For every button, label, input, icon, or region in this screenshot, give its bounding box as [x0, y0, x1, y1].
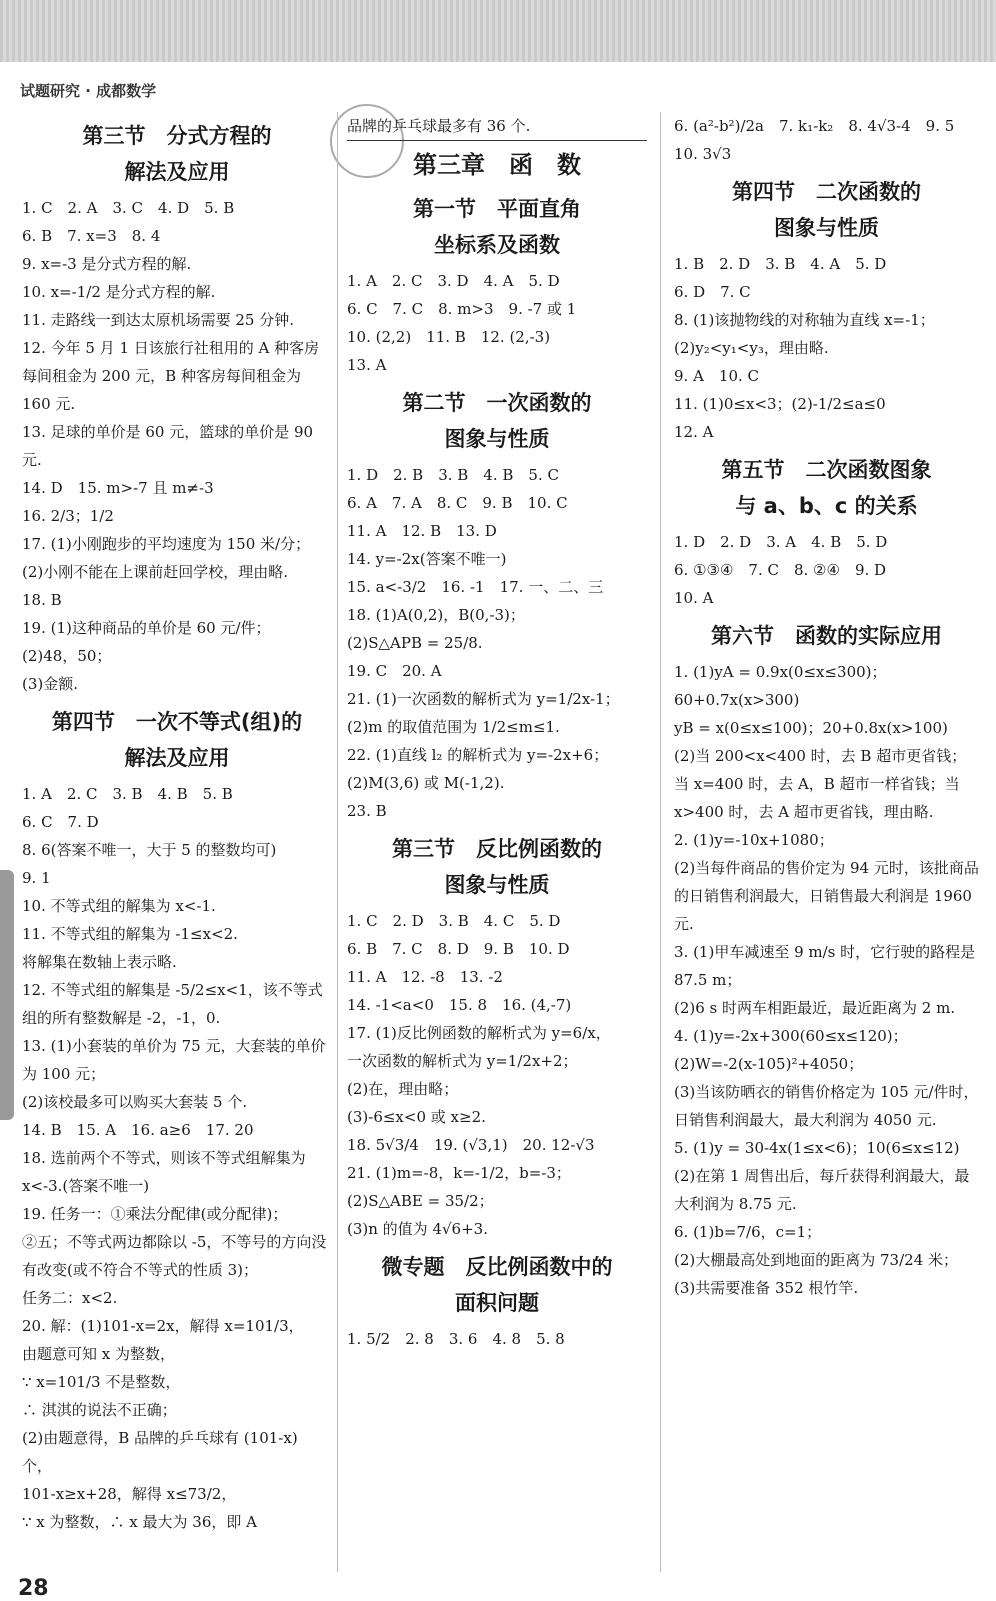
page-header: 试题研究 · 成都数学 [20, 82, 157, 100]
answer-row: 8. 6(答案不唯一，大于 5 的整数均可) [22, 841, 277, 859]
section-title-line: 图象与性质 [774, 216, 879, 240]
answer-row: (2)当每件商品的售价定为 94 元时，该批商品的日销售利润最大，日销售最大利润是 1960 元. [674, 859, 979, 933]
section-title [674, 618, 979, 654]
answer-row: 6. D 7. C [674, 283, 751, 301]
answer-row: 19. 任务一：①乘法分配律(或分配律)； [22, 1205, 288, 1223]
answer-row: 14. B 15. A 16. a≥6 17. 20 [22, 1121, 254, 1139]
answer-row: 1. C 2. A 3. C 4. D 5. B [22, 199, 235, 217]
answer-row: 17. (1)小刚跑步的平均速度为 150 米/分； [22, 535, 311, 553]
answer-row: 一次函数的解析式为 y=1/2x+2； [347, 1052, 578, 1070]
section-title-line: 坐标系及函数 [434, 233, 560, 257]
answer-row: 10. x=-1/2 是分式方程的解. [22, 283, 216, 301]
section-title-line: 解法及应用 [124, 160, 230, 184]
answer-row: (2)S△APB = 25/8. [347, 634, 483, 652]
answer-row: (3)金额. [22, 675, 79, 693]
answer-row: 19. C 20. A [347, 662, 442, 680]
answer-row: 10. 不等式组的解集为 x<-1. [22, 897, 216, 915]
answer-row: (2)小刚不能在上课前赶回学校，理由略. [22, 563, 289, 581]
answer-row: (2)y₂<y₁<y₃，理由略. [674, 339, 829, 357]
section-title [347, 1249, 647, 1321]
answer-row: 6. ①③④ 7. C 8. ②④ 9. D [674, 561, 887, 579]
section-title-line: 第三节 反比例函数的 [392, 837, 602, 861]
answer-row: (2)在，理由略； [347, 1080, 459, 1098]
answer-row: 14. D 15. m>-7 且 m≠-3 [22, 479, 214, 497]
answer-row: 1. 5/2 2. 8 3. 6 4. 8 5. 8 [347, 1330, 565, 1348]
answer-row: 6. A 7. A 8. C 9. B 10. C [347, 494, 568, 512]
answer-row: 10. 3√3 [674, 145, 732, 163]
answer-row: 9. x=-3 是分式方程的解. [22, 255, 192, 273]
answer-row: 4. (1)y=-2x+300(60≤x≤120)； [674, 1027, 908, 1045]
column-3 [674, 112, 979, 1302]
section-title-line: 第五节 二次函数图象 [721, 458, 932, 482]
section-title-line: 第三节 分式方程的 [82, 124, 272, 148]
answer-row: 1. D 2. D 3. A 4. B 5. D [674, 533, 888, 551]
answer-row: 1. C 2. D 3. B 4. C 5. D [347, 912, 561, 930]
section-title [22, 704, 332, 776]
section-title-line: 第二节 一次函数的 [402, 391, 592, 415]
answer-row: 16. 2/3；1/2 [22, 507, 114, 525]
answer-row: 6. (a²-b²)/2a 7. k₁-k₂ 8. 4√3-4 9. 5 [674, 117, 955, 135]
answer-row: 17. (1)反比例函数的解析式为 y=6/x， [347, 1024, 611, 1042]
answer-row: 12. A [674, 423, 714, 441]
answer-row: 11. 不等式组的解集为 -1≤x<2. [22, 925, 238, 943]
section-title [347, 831, 647, 903]
column-divider [660, 112, 661, 1572]
answer-row: 11. 走路线一到达太原机场需要 25 分钟. [22, 311, 295, 329]
answer-row: 18. (1)A(0,2)，B(0,-3)； [347, 606, 525, 624]
answer-row: (2)48，50； [22, 647, 112, 665]
answer-row: 6. B 7. C 8. D 9. B 10. D [347, 940, 570, 958]
answer-row: 任务二：x<2. [22, 1289, 118, 1307]
answer-row: 1. A 2. C 3. B 4. B 5. B [22, 785, 233, 803]
scan-top-band [0, 0, 996, 62]
section-title [674, 452, 979, 524]
answer-row: 13. 足球的单价是 60 元，篮球的单价是 90 元. [22, 423, 314, 469]
answer-row: (2)W=-2(x-105)²+4050； [674, 1055, 864, 1073]
answer-row: ∵ x 为整数，∴ x 最大为 36，即 A [22, 1513, 257, 1531]
answer-row: (2)m 的取值范围为 1/2≤m≤1. [347, 718, 560, 736]
answer-row: 9. A 10. C [674, 367, 760, 385]
answer-row: 10. (2,2) 11. B 12. (2,-3) [347, 328, 551, 346]
answer-row: 3. (1)甲车减速至 9 m/s 时，它行驶的路程是 87.5 m； [674, 943, 976, 989]
section-title-line: 第四节 二次函数的 [732, 180, 921, 204]
answer-row: 6. C 7. C 8. m>3 9. -7 或 1 [347, 300, 577, 318]
answer-row: (2)大棚最高处到地面的距离为 73/24 米； [674, 1251, 959, 1269]
answer-row: 15. a<-3/2 16. -1 17. 一、二、三 [347, 578, 604, 596]
section-title-line: 解法及应用 [124, 746, 230, 770]
answer-row: 11. A 12. B 13. D [347, 522, 497, 540]
section-title [347, 385, 647, 457]
answer-row: 20. 解：(1)101-x=2x，解得 x=101/3， [22, 1317, 304, 1335]
answer-row: 14. -1<a<0 15. 8 16. (4,-7) [347, 996, 572, 1014]
section-title-line: 图象与性质 [444, 427, 550, 451]
answer-row: 18. B [22, 591, 62, 609]
answer-row: 11. (1)0≤x<3；(2)-1/2≤a≤0 [674, 395, 886, 413]
answer-row: 18. 选前两个不等式，则该不等式组解集为 x<-3.(答案不唯一) [22, 1149, 306, 1195]
section-title-line: 第一节 平面直角 [413, 197, 581, 221]
answer-row: (2)在第 1 周售出后，每斤获得利润最大，最大利润为 8.75 元. [674, 1167, 970, 1213]
answer-row: 14. y=-2x(答案不唯一) [347, 550, 507, 568]
section-title [22, 118, 332, 190]
answer-row: (2)6 s 时两车相距最近，最近距离为 2 m. [674, 999, 956, 1017]
answer-row: 由题意可知 x 为整数， [22, 1345, 175, 1363]
answer-row: ∵ x=101/3 不是整数， [22, 1373, 181, 1391]
column-divider [337, 112, 338, 1572]
answer-row: 13. A [347, 356, 387, 374]
answer-row: (2)该校最多可以购买大套装 5 个. [22, 1093, 248, 1111]
answer-row: 101-x≥x+28，解得 x≤73/2， [22, 1485, 237, 1503]
answer-row: 将解集在数轴上表示略. [22, 953, 177, 971]
section-title-line: 微专题 反比例函数中的 [381, 1255, 613, 1279]
answer-row: 6. (1)b=7/6，c=1； [674, 1223, 822, 1241]
answer-row: 6. B 7. x=3 8. 4 [22, 227, 161, 245]
answer-row: (2)由题意得，B 品牌的乒乓球有 (101-x) 个， [22, 1429, 298, 1475]
section-title [674, 174, 979, 246]
answer-row: 1. B 2. D 3. B 4. A 5. D [674, 255, 887, 273]
answer-row: (3)共需要准备 352 根竹竿. [674, 1279, 859, 1297]
answer-row: (2)当 200<x<400 时，去 B 超市更省钱；当 x=400 时，去 A，B 超市一样省钱；当 x>400 时，去 A 超市更省钱，理由略. [674, 747, 967, 821]
answer-row: 21. (1)m=-8，k=-1/2，b=-3； [347, 1164, 571, 1182]
section-title-line: 与 a、b、c 的关系 [735, 494, 918, 518]
answer-row: (3)当该防晒衣的销售价格定为 105 元/件时，日销售利润最大，最大利润为 4050 元. [674, 1083, 979, 1129]
answer-row: (3)n 的值为 4√6+3. [347, 1220, 488, 1238]
answer-row: (3)-6≤x<0 或 x≥2. [347, 1108, 486, 1126]
answer-row: 10. A [674, 589, 714, 607]
answer-row: 1. (1)yA = 0.9x(0≤x≤300)；60+0.7x(x>300) [674, 663, 887, 709]
answer-row: 1. D 2. B 3. B 4. B 5. C [347, 466, 559, 484]
column-1 [22, 112, 332, 1536]
answer-row: yB = x(0≤x≤100)；20+0.8x(x>100) [674, 719, 948, 737]
answer-row: 22. (1)直线 l₂ 的解析式为 y=-2x+6； [347, 746, 609, 764]
side-tab [0, 870, 14, 1120]
page-number: 28 [18, 1576, 49, 1601]
answer-row: (2)M(3,6) 或 M(-1,2). [347, 774, 505, 792]
answer-row: 13. (1)小套装的单价为 75 元，大套装的单价为 100 元； [22, 1037, 326, 1083]
answer-row: 18. 5√3/4 19. (√3,1) 20. 12-√3 [347, 1136, 595, 1154]
answer-row: 12. 不等式组的解集是 -5/2≤x<1，该不等式组的所有整数解是 -2，-1，0. [22, 981, 323, 1027]
answer-row: 5. (1)y = 30-4x(1≤x<6)；10(6≤x≤12) [674, 1139, 960, 1157]
section-title-line: 图象与性质 [444, 873, 550, 897]
section-title [347, 191, 647, 263]
answer-row: 19. (1)这种商品的单价是 60 元/件； [22, 619, 271, 637]
answer-row: ∴ 淇淇的说法不正确； [22, 1401, 177, 1419]
answer-row: 21. (1)一次函数的解析式为 y=1/2x-1； [347, 690, 620, 708]
answer-row: 12. 今年 5 月 1 日该旅行社租用的 A 种客房每间租金为 200 元，B 种客房每间租金为 160 元. [22, 339, 320, 413]
column-2 [347, 112, 647, 1353]
section-title-line: 第六节 函数的实际应用 [711, 624, 942, 648]
section-title-line: 第四节 一次不等式(组)的 [51, 710, 303, 734]
answer-row: 8. (1)该抛物线的对称轴为直线 x=-1； [674, 311, 935, 329]
answer-row: 1. A 2. C 3. D 4. A 5. D [347, 272, 560, 290]
answer-row: 品牌的乒乓球最多有 36 个. [347, 112, 647, 141]
answer-row: 23. B [347, 802, 387, 820]
answer-row: 11. A 12. -8 13. -2 [347, 968, 503, 986]
answer-row: (2)S△ABE = 35/2； [347, 1192, 494, 1210]
answer-row: 2. (1)y=-10x+1080； [674, 831, 834, 849]
chapter-title: 第三章 函 数 [413, 151, 581, 179]
section-title-line: 面积问题 [455, 1291, 539, 1315]
answer-row: 9. 1 [22, 869, 51, 887]
answer-row: 6. C 7. D [22, 813, 99, 831]
answer-row: ②五；不等式两边都除以 -5，不等号的方向没有改变(或不符合不等式的性质 3)； [22, 1233, 327, 1279]
